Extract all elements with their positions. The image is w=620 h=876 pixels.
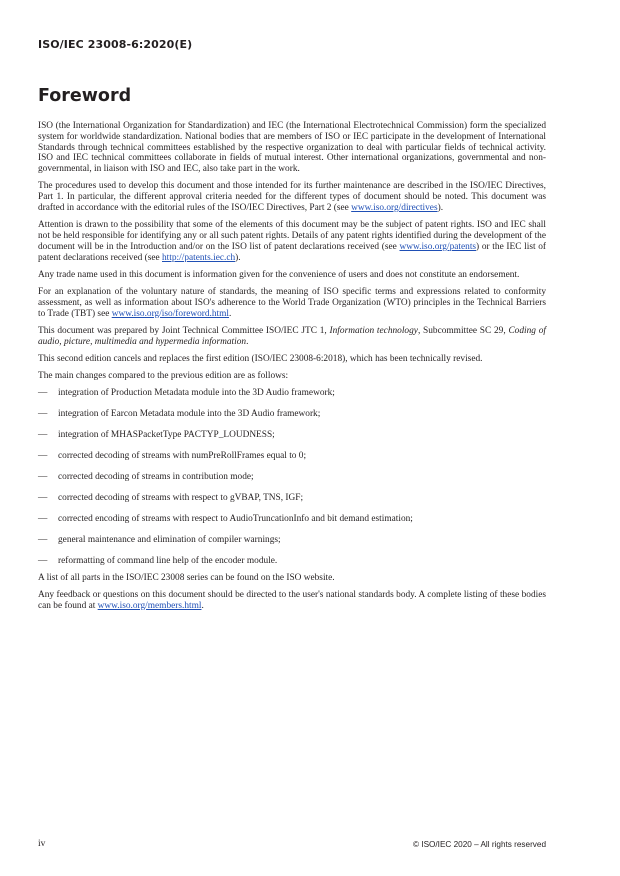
list-item: — corrected encoding of streams with respect to AudioTruncationInfo and bit demand estimation; <box>38 513 413 524</box>
list-item: — integration of Earcon Metadata module into the 3D Audio framework; <box>38 409 321 419</box>
paragraph-iso-iec: ISO (the International Organization for Standardization) and IEC (the International Electrotechnical Commission) form the specialized system for worldwide standardization. National bodies that are members of ISO or IEC participate in the development of International Standards through technical committees established by the respective organization to deal with particular fields of technical activity. ISO and IEC technical committees collaborate in fields of mutual interest. Other international organizations, governmental and non-governmental, in liaison with ISO and IEC, also take part in the work. <box>38 121 546 175</box>
list-item: — corrected decoding of streams with numPreRollFrames equal to 0; <box>38 450 307 461</box>
list-item: — general maintenance and elimination of compiler warnings; <box>38 534 281 545</box>
list-item: — corrected decoding of streams in contribution mode; <box>38 471 254 482</box>
copyright-notice: © ISO/IEC 2020 – All rights reserved <box>413 840 546 849</box>
document-id-header: ISO/IEC 23008-6:2020(E) <box>38 38 193 51</box>
paragraph-procedures: The procedures used to develop this document and those intended for its further maintenance are described in the ISO/IEC Directives, Part 1. In particular, the different approval criteria needed for the different types of document should be noted. This document was drafted in accordance with the editorial rules of the ISO/IEC Directives, Part 2 (see www.iso.org/directives). <box>38 181 546 213</box>
document-page <box>38 0 546 876</box>
members-link[interactable]: www.iso.org/members.html <box>97 600 202 611</box>
page-number: iv <box>38 839 46 849</box>
paragraph-prepared-by: This document was prepared by Joint Technical Committee ISO/IEC JTC 1, Information technology, Subcommittee SC 29, Coding of audio, picture, multimedia and hypermedia information. <box>38 325 547 347</box>
list-item: — integration of Production Metadata module into the 3D Audio framework; <box>38 388 335 399</box>
iec-patents-link[interactable]: http://patents.iec.ch <box>162 252 236 263</box>
foreword-link[interactable]: www.iso.org/iso/foreword.html <box>111 308 230 319</box>
page-title: Foreword <box>38 86 132 106</box>
paragraph-edition: This second edition cancels and replaces the first edition (ISO/IEC 23008-6:2018), which has been technically revised. <box>38 353 483 364</box>
foreword-body <box>38 121 546 618</box>
list-item: — corrected decoding of streams with respect to gVBAP, TNS, IGF; <box>38 492 304 503</box>
list-item: — integration of MHASPacketType PACTYP_LOUDNESS; <box>38 429 275 440</box>
paragraph-feedback: Any feedback or questions on this document should be directed to the user's national standards body. A complete listing of these bodies can be found at www.iso.org/members.html. <box>38 589 546 611</box>
directives-link[interactable]: www.iso.org/directives <box>351 202 438 213</box>
paragraph-voluntary-nature: For an explanation of the voluntary nature of standards, the meaning of ISO specific terms and expressions related to conformity assessment, as well as information about ISO's adherence to the World Trade Organization (WTO) principles in the Technical Barriers to Trade (TBT) see www.iso.org/iso/foreword.html. <box>38 286 546 319</box>
paragraph-trade-name: Any trade name used in this document is information given for the convenience of users and does not constitute an endorsement. <box>38 269 520 280</box>
paragraph-series-list: A list of all parts in the ISO/IEC 23008 series can be found on the ISO website. <box>38 572 335 583</box>
iso-patents-link[interactable]: www.iso.org/patents <box>399 241 477 252</box>
paragraph-main-changes: The main changes compared to the previous edition are as follows: <box>38 370 289 381</box>
paragraph-patents: Attention is drawn to the possibility that some of the elements of this document may be the subject of patent rights. ISO and IEC shall not be held responsible for identifying any or all such patent rights. Details of any patent rights identified during the development of the document will be in the Introduction and/or on the ISO list of patent declarations received (see www.iso.org/patents) or the IEC list of patent declarations received (see http://patents.iec.ch). <box>38 220 547 263</box>
list-item: — reformatting of command line help of the encoder module. <box>38 555 278 566</box>
changes-list <box>38 388 546 566</box>
